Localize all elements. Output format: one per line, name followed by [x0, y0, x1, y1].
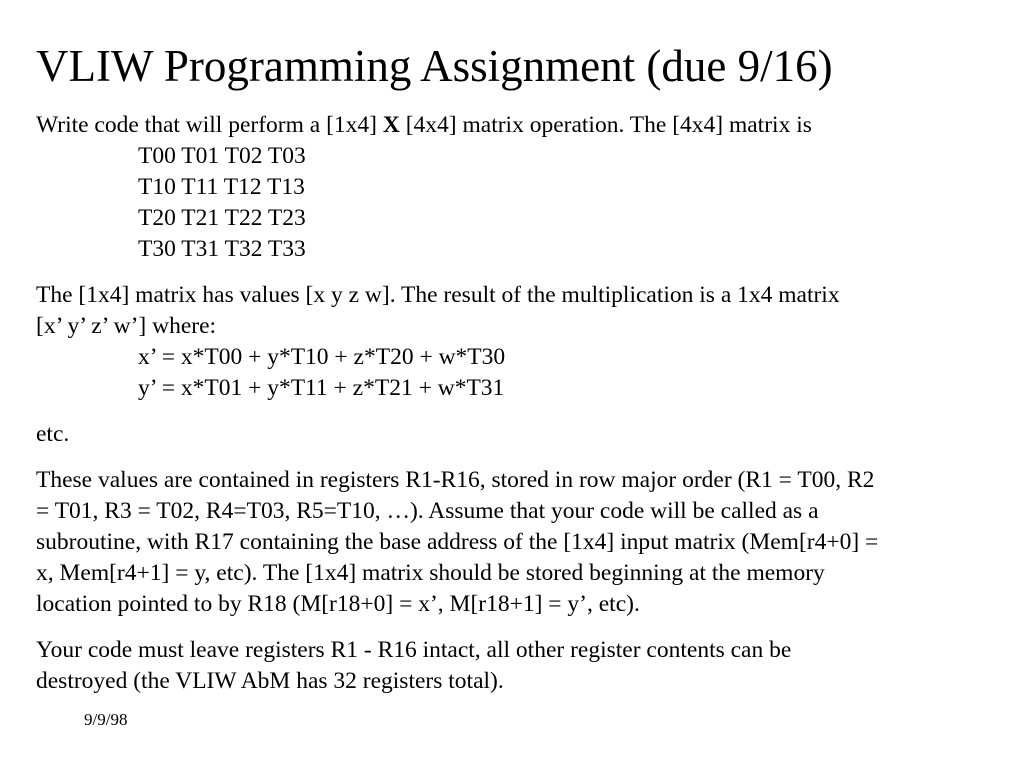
etc-text: etc.: [36, 421, 70, 447]
intro-paragraph: [36, 110, 976, 265]
registers-line: subroutine, with R17 containing the base address of the [1x4] input matrix (Mem[r4+0] =: [36, 529, 879, 555]
footer-date: 9/9/98: [84, 710, 128, 729]
registers-line: = T01, R3 = T02, R4=T03, R5=T10, …). Assume that your code will be called as a: [36, 498, 819, 524]
multiply-operator: X: [382, 112, 400, 138]
constraints-line: destroyed (the VLIW AbM has 32 registers total).: [36, 668, 504, 694]
result-line: The [1x4] matrix has values [x y z w]. The result of the multiplication is a 1x4 matrix: [36, 282, 840, 308]
constraints-paragraph: [36, 635, 976, 697]
constraints-line: Your code must leave registers R1 - R16 intact, all other register contents can be: [36, 637, 792, 663]
registers-line: x, Mem[r4+1] = y, etc). The [1x4] matrix should be stored beginning at the memory: [36, 560, 825, 586]
intro-text-after: [4x4] matrix operation. The [4x4] matrix is: [399, 112, 812, 138]
intro-line: [36, 110, 976, 141]
matrix-row: T30 T31 T32 T33: [138, 236, 306, 262]
slide-title: VLIW Programming Assignment (due 9/16): [36, 41, 833, 91]
result-paragraph: [36, 280, 976, 404]
registers-line: location pointed to by R18 (M[r18+0] = x’, M[r18+1] = y’, etc).: [36, 591, 640, 617]
matrix-row: T10 T11 T12 T13: [138, 174, 305, 200]
result-line: [x’ y’ z’ w’] where:: [36, 313, 217, 339]
intro-text-before: Write code that will perform a [1x4]: [36, 112, 383, 138]
matrix-row: T00 T01 T02 T03: [138, 143, 306, 169]
registers-paragraph: [36, 465, 976, 620]
registers-line: These values are contained in registers R1-R16, stored in row major order (R1 = T00, R2: [36, 467, 875, 493]
equation-line: x’ = x*T00 + y*T10 + z*T20 + w*T30: [138, 344, 506, 370]
matrix-row: T20 T21 T22 T23: [138, 205, 306, 231]
slide-body: [36, 110, 976, 697]
etc-paragraph: [36, 419, 976, 450]
equation-line: y’ = x*T01 + y*T11 + z*T21 + w*T31: [138, 375, 505, 401]
